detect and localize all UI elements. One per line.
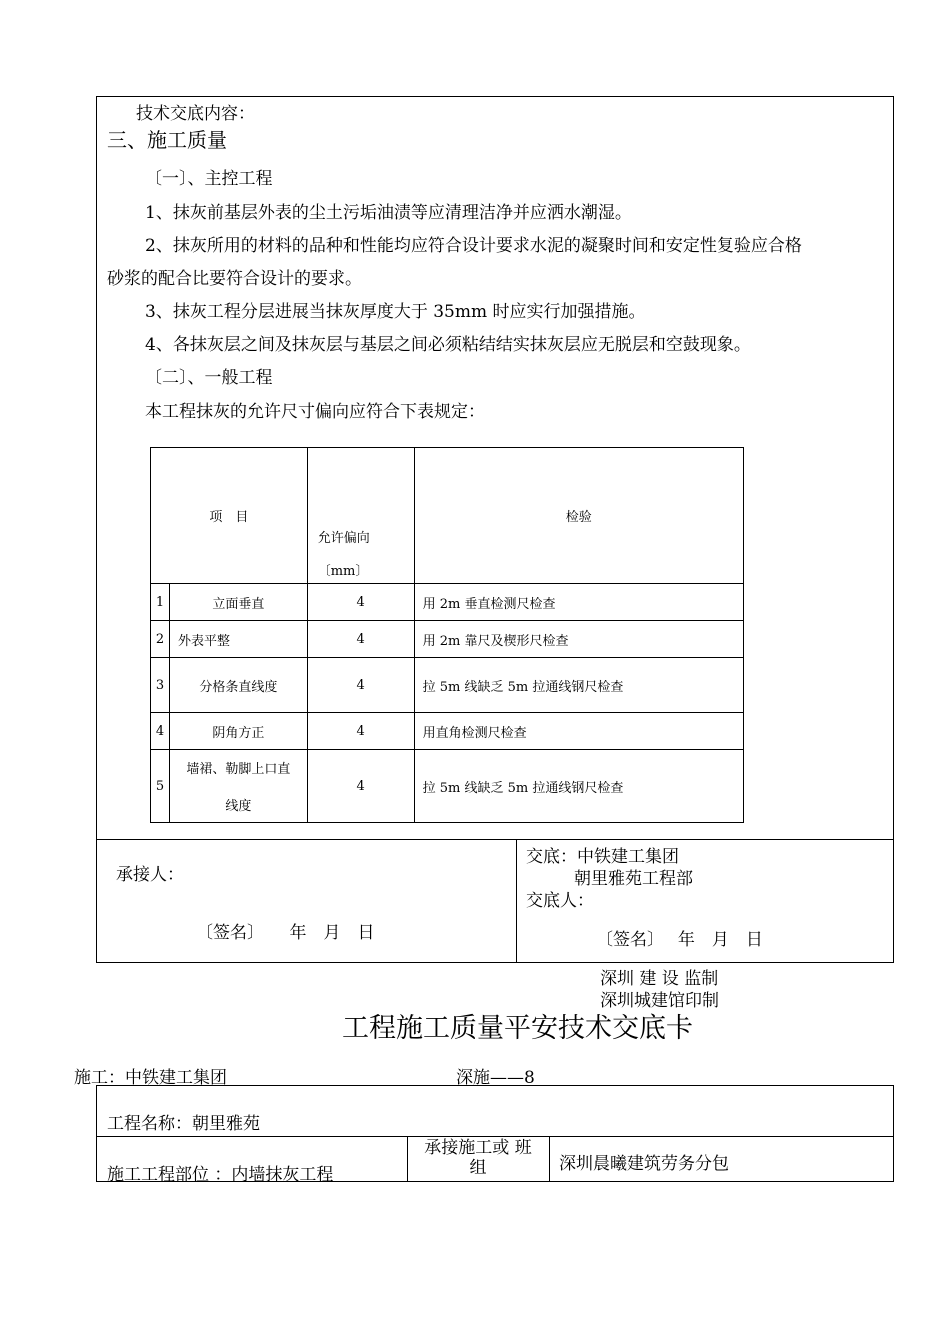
construction-part: 施工工程部位 ：内墙抹灰工程 (107, 1165, 334, 1185)
header-deviation: 允许偏向 〔mm〕 (307, 448, 414, 584)
subsection-general: 〔二〕、一般工程 (145, 368, 273, 388)
subsection-main-control: 〔一〕、主控工程 (145, 169, 273, 189)
handover-signature: 〔签名〕 年 月 日 (596, 930, 763, 950)
deviation-table (150, 447, 744, 823)
list-item: 2、抹灰所用的材料的品种和性能均应符合设计要求水泥的凝聚时间和安定性复验应合格 (145, 236, 802, 256)
list-item: 1、抹灰前基层外表的尘土污垢油渍等应清理洁净并应洒水潮湿。 (145, 203, 632, 223)
card-title: 工程施工质量平安技术交底卡 (342, 1013, 693, 1044)
supervisor-line: 深圳 建 设 监制 (600, 969, 719, 989)
row-5-name: 墙裙、勒脚上口直 线度 (169, 750, 307, 823)
header-item: 项 目 (151, 448, 308, 584)
construction-company: 施工：中铁建工集团 (74, 1068, 227, 1088)
handover-person-label: 交底人： (526, 891, 594, 911)
project-name: 工程名称：朝里雅苑 (107, 1114, 260, 1134)
header-check: 检验 (414, 448, 743, 584)
list-item: 3、抹灰工程分层进展当抹灰厚度大于 35mm 时应实行加强措施。 (145, 302, 646, 322)
content-heading: 技术交底内容： (136, 104, 255, 124)
project-info-col-2 (549, 1136, 550, 1182)
contractor-value: 深圳晨曦建筑劳务分包 (559, 1154, 729, 1174)
receiver-signature: 〔签名〕 年 月 日 (196, 923, 375, 943)
signature-column-divider (516, 839, 517, 963)
table-intro: 本工程抹灰的允许尺寸偏向应符合下表规定： (145, 402, 485, 422)
table-row: 2 外表平整 4 用 2m 靠尺及楔形尺检查 (151, 621, 744, 658)
list-item: 砂浆的配合比要符合设计的要求。 (107, 269, 362, 289)
section-title: 三、施工质量 (107, 128, 227, 152)
signature-divider (96, 839, 894, 840)
project-info-divider (96, 1136, 894, 1137)
printer-line: 深圳城建馆印制 (600, 991, 719, 1011)
table-row: 3 分格条直线度 4 拉 5m 线缺乏 5m 拉通线钢尺检查 (151, 658, 744, 713)
table-row: 4 阴角方正 4 用直角检测尺检查 (151, 713, 744, 750)
handover-org: 交底：中铁建工集团 (526, 847, 679, 867)
receiver-label: 承接人： (116, 865, 184, 885)
contractor-label: 承接施工或 班 组 (424, 1138, 532, 1178)
list-item: 4、各抹灰层之间及抹灰层与基层之间必须粘结结实抹灰层应无脱层和空鼓现象。 (145, 335, 751, 355)
table-row: 1 立面垂直 4 用 2m 垂直检测尺检查 (151, 584, 744, 621)
handover-dept: 朝里雅苑工程部 (574, 869, 693, 889)
card-code: 深施——8 (456, 1068, 535, 1088)
table-row: 5 墙裙、勒脚上口直 线度 4 拉 5m 线缺乏 5m 拉通线钢尺检查 (151, 750, 744, 823)
